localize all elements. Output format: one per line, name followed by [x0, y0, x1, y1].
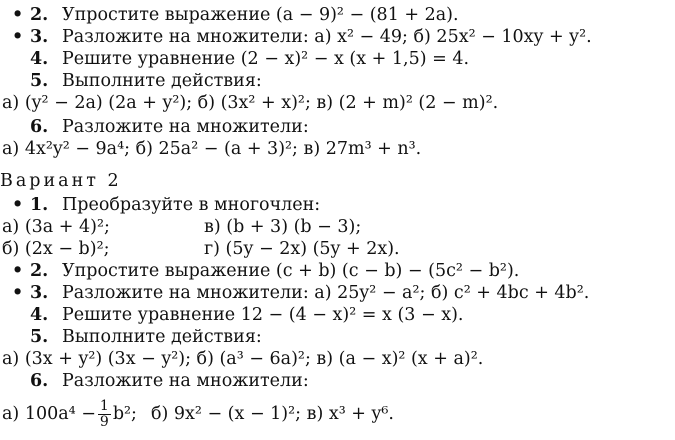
- task-text: Выполните действия:: [62, 327, 262, 347]
- task-part-a-start: а) 100a⁴ −: [2, 404, 96, 424]
- task-parts: а) (3x + y²) (3x − y²); б) (a³ − 6a)²; в) (a − x)² (x + a)².: [2, 349, 484, 369]
- task-number: 6.: [30, 371, 49, 391]
- task-number: 4.: [30, 49, 49, 69]
- task-3-prev: [0, 26, 675, 48]
- task-part-a-end: b²;: [112, 404, 137, 424]
- task-5-parts: [0, 348, 675, 370]
- task-4-prev: [0, 48, 675, 70]
- fraction: [98, 399, 111, 430]
- task-4: [0, 304, 675, 326]
- task-number: 1.: [30, 195, 49, 215]
- task-6-parts: [0, 396, 675, 432]
- task-part-a: а) (3a + 4)²;: [2, 217, 110, 237]
- task-2: [0, 260, 675, 282]
- fraction-denominator: 9: [99, 413, 109, 430]
- task-number: 5.: [30, 71, 49, 91]
- task-text: Разложите на множители: а) 25y² − a²; б) c² + 4bc + 4b².: [62, 283, 590, 303]
- task-3: [0, 282, 675, 304]
- task-parts: а) 4x²y² − 9a⁴; б) 25a² − (a + 3)²; в) 27m³ + n³.: [2, 139, 422, 159]
- task-part-b: б) (2x − b)²;: [2, 239, 110, 259]
- task-text: Выполните действия:: [62, 71, 262, 91]
- variant-title: Вариант 2: [0, 171, 122, 191]
- task-number: 3.: [30, 27, 49, 47]
- task-part-g: г) (5y − 2x) (5y + 2x).: [204, 239, 400, 259]
- task-2-prev: [0, 4, 675, 26]
- task-text: Решите уравнение 12 − (4 − x)² = x (3 − x).: [62, 305, 464, 325]
- task-6-prev-parts: [0, 138, 675, 160]
- task-5: [0, 326, 675, 348]
- task-text: Разложите на множители: а) x² − 49; б) 25x² − 10xy + y².: [62, 27, 592, 47]
- bullet: •: [12, 27, 24, 47]
- task-text: Упростите выражение (c + b) (c − b) − (5c² − b²).: [62, 261, 520, 281]
- bullet: •: [12, 195, 24, 215]
- variant-heading-row: [0, 170, 675, 192]
- task-1-row-1: [0, 216, 675, 238]
- bullet: •: [12, 283, 24, 303]
- task-6: [0, 370, 675, 392]
- task-5-prev-parts: [0, 92, 675, 114]
- task-6-prev: [0, 116, 675, 138]
- bullet: •: [12, 5, 24, 25]
- task-part-v: в) (b + 3) (b − 3);: [204, 217, 362, 237]
- task-number: 4.: [30, 305, 49, 325]
- task-number: 3.: [30, 283, 49, 303]
- task-number: 6.: [30, 117, 49, 137]
- task-text: Разложите на множители:: [62, 117, 309, 137]
- task-text: Решите уравнение (2 − x)² − x (x + 1,5) = 4.: [62, 49, 470, 69]
- bullet: •: [12, 261, 24, 281]
- task-parts: а) (y² − 2a) (2a + y²); б) (3x² + x)²; в) (2 + m)² (2 − m)².: [2, 93, 499, 113]
- task-1-row-2: [0, 238, 675, 260]
- task-number: 2.: [30, 5, 49, 25]
- task-number: 5.: [30, 327, 49, 347]
- task-number: 2.: [30, 261, 49, 281]
- fraction-numerator: 1: [99, 397, 109, 414]
- task-5-prev: [0, 70, 675, 92]
- task-text: Разложите на множители:: [62, 371, 309, 391]
- task-parts-rest: б) 9x² − (x − 1)²; в) x³ + y⁶.: [150, 404, 394, 424]
- task-text: Упростите выражение (a − 9)² − (81 + 2a).: [62, 5, 459, 25]
- task-text: Преобразуйте в многочлен:: [62, 195, 321, 215]
- task-1: [0, 194, 675, 216]
